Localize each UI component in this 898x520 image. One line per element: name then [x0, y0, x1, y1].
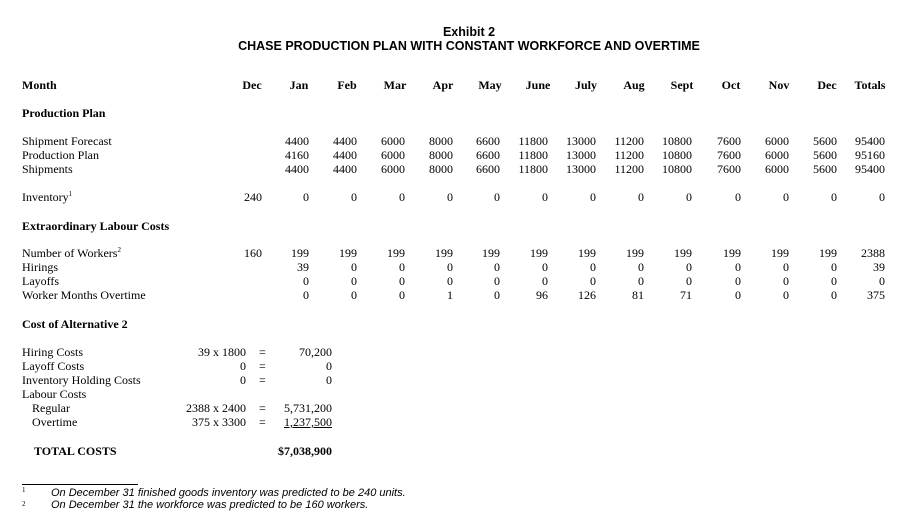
- row-hirings-cell: 0: [447, 260, 453, 274]
- row-production-plan-cell: 11800: [518, 148, 548, 162]
- row-shipments-cell: 8000: [429, 162, 453, 176]
- row-inventory-cell: 0: [590, 190, 596, 204]
- row-label-workers: Number of Workers$^2$: [22, 246, 121, 260]
- row-inventory-cell: 0: [399, 190, 405, 204]
- row-shipments-cell: 11200: [614, 162, 644, 176]
- month-header-row-cell: Nov: [768, 78, 790, 92]
- row-layoffs-cell: 0: [638, 274, 644, 288]
- cost-amount-overtime: 1,237,500: [284, 415, 332, 429]
- month-header-row-cell: Dec: [817, 78, 837, 92]
- row-shipments-cell: 95400: [855, 162, 885, 176]
- row-layoffs-cell: 0: [735, 274, 741, 288]
- row-label-shipments: Shipments: [22, 162, 73, 176]
- row-inventory-cell: 0: [447, 190, 453, 204]
- row-hirings-cell: 39: [873, 260, 885, 274]
- row-production-plan-cell: 7600: [717, 148, 741, 162]
- row-hirings-cell: 0: [686, 260, 692, 274]
- row-workers-cell: 199: [435, 246, 453, 260]
- month-header-row-cell: May: [478, 78, 502, 92]
- row-shipments-cell: 10800: [662, 162, 692, 176]
- row-inventory-cell: 0: [494, 190, 500, 204]
- cost-label-labour: Labour Costs: [22, 387, 87, 401]
- row-workers-cell: 199: [723, 246, 741, 260]
- cost-formula-overtime: 375 x 3300: [192, 415, 246, 429]
- total-costs-amount: $7,038,900: [278, 444, 332, 458]
- section-cost-alternative: Cost of Alternative 2: [22, 317, 128, 331]
- row-inventory-cell: 0: [638, 190, 644, 204]
- row-hirings-cell: 39: [297, 260, 309, 274]
- cost-amount-hiring: 70,200: [299, 345, 332, 359]
- row-shipment-forecast-cell: 6600: [476, 134, 500, 148]
- row-shipments-cell: 6000: [765, 162, 789, 176]
- cost-eq-hiring: =: [259, 345, 266, 359]
- cost-label-overtime: Overtime: [32, 415, 78, 429]
- row-shipment-forecast-cell: 10800: [662, 134, 692, 148]
- row-workers-cell: 199: [674, 246, 692, 260]
- row-production-plan-cell: 13000: [566, 148, 596, 162]
- row-inventory-cell: 0: [542, 190, 548, 204]
- row-shipments-cell: 11800: [518, 162, 548, 176]
- row-hirings-cell: 0: [351, 260, 357, 274]
- cost-formula-inventory: 0: [240, 373, 246, 387]
- row-inventory-cell: 0: [831, 190, 837, 204]
- row-layoffs-cell: 0: [686, 274, 692, 288]
- row-workers-cell: 199: [387, 246, 405, 260]
- row-workers-cell: 199: [626, 246, 644, 260]
- row-inventory-cell: 240: [244, 190, 262, 204]
- row-inventory-cell: 0: [783, 190, 789, 204]
- row-hirings-cell: 0: [735, 260, 741, 274]
- cost-label-regular: Regular: [32, 401, 70, 415]
- footnote-ref-1: 1: [68, 190, 73, 198]
- row-production-plan-cell: 5600: [813, 148, 837, 162]
- row-hirings-cell: 0: [399, 260, 405, 274]
- row-hirings-cell: 0: [494, 260, 500, 274]
- row-production-plan-cell: 6600: [476, 148, 500, 162]
- row-layoffs-cell: 0: [879, 274, 885, 288]
- row-overtime-cell: 0: [494, 288, 500, 302]
- row-production-plan-cell: 6000: [765, 148, 789, 162]
- row-label-overtime: Worker Months Overtime: [22, 288, 146, 302]
- cost-label-inventory: Inventory Holding Costs: [22, 373, 141, 387]
- row-overtime-cell: 1: [447, 288, 453, 302]
- row-workers-cell: 199: [578, 246, 596, 260]
- row-label-shipment-forecast: Shipment Forecast: [22, 134, 112, 148]
- row-shipment-forecast-cell: 8000: [429, 134, 453, 148]
- row-inventory-cell: 0: [735, 190, 741, 204]
- cost-eq-overtime: =: [259, 415, 266, 429]
- row-layoffs-cell: 0: [399, 274, 405, 288]
- row-shipment-forecast-cell: 11800: [518, 134, 548, 148]
- row-label-hirings: Hirings: [22, 260, 58, 274]
- month-header-row-cell: June: [525, 78, 551, 92]
- row-workers-cell: 160: [244, 246, 262, 260]
- cost-eq-layoff: =: [259, 359, 266, 373]
- row-shipments-cell: 13000: [566, 162, 596, 176]
- row-shipments-cell: 4400: [285, 162, 309, 176]
- row-hirings-cell: 0: [783, 260, 789, 274]
- month-header-row-cell: Feb: [337, 78, 357, 92]
- month-header-row-cell: Jan: [289, 78, 309, 92]
- page-title: CHASE PRODUCTION PLAN WITH CONSTANT WORKFORCE AND OVERTIME: [238, 39, 700, 53]
- section-extraordinary-labour: Extraordinary Labour Costs: [22, 219, 170, 233]
- row-hirings-cell: 0: [638, 260, 644, 274]
- month-header-label: Month: [22, 78, 57, 92]
- row-layoffs-cell: 0: [590, 274, 596, 288]
- row-layoffs-cell: 0: [783, 274, 789, 288]
- cost-formula-layoff: 0: [240, 359, 246, 373]
- row-shipment-forecast-cell: 11200: [614, 134, 644, 148]
- cost-formula-hiring: 39 x 1800: [198, 345, 246, 359]
- row-label-production-plan: Production Plan: [22, 148, 99, 162]
- row-layoffs-cell: 0: [303, 274, 309, 288]
- row-overtime-cell: 0: [399, 288, 405, 302]
- footnote-ref-2: 2: [117, 246, 121, 254]
- row-workers-cell: 199: [482, 246, 500, 260]
- month-header-row-cell: Oct: [721, 78, 741, 92]
- cost-label-layoff: Layoff Costs: [22, 359, 85, 373]
- row-overtime-cell: 96: [536, 288, 548, 302]
- row-workers-cell: 199: [339, 246, 357, 260]
- row-shipment-forecast-cell: 7600: [717, 134, 741, 148]
- row-shipment-forecast-cell: 4400: [285, 134, 309, 148]
- row-shipment-forecast-cell: 5600: [813, 134, 837, 148]
- row-shipment-forecast-cell: 13000: [566, 134, 596, 148]
- cost-eq-inventory: =: [259, 373, 266, 387]
- footnote-divider: [22, 484, 138, 485]
- row-overtime-cell: 0: [351, 288, 357, 302]
- row-shipments-cell: 5600: [813, 162, 837, 176]
- row-production-plan-cell: 4400: [333, 148, 357, 162]
- footnote-2: On December 31 the workforce was predicted to be 160 workers.: [51, 499, 369, 511]
- row-layoffs-cell: 0: [447, 274, 453, 288]
- row-production-plan-cell: 6000: [381, 148, 405, 162]
- row-inventory-cell: 0: [351, 190, 357, 204]
- month-header-row-cell: July: [574, 78, 597, 92]
- cost-amount-regular: 5,731,200: [284, 401, 332, 415]
- row-workers-cell: 199: [771, 246, 789, 260]
- cost-eq-regular: =: [259, 401, 266, 415]
- row-workers-cell: 199: [530, 246, 548, 260]
- row-shipment-forecast-cell: 6000: [765, 134, 789, 148]
- row-shipment-forecast-cell: 95400: [855, 134, 885, 148]
- month-header-row-cell: Apr: [432, 78, 454, 92]
- row-inventory-cell: 0: [686, 190, 692, 204]
- month-header-row-cell: Dec: [242, 78, 262, 92]
- row-overtime-cell: 0: [303, 288, 309, 302]
- row-shipments-cell: 6000: [381, 162, 405, 176]
- row-layoffs-cell: 0: [494, 274, 500, 288]
- row-production-plan-cell: 95160: [855, 148, 885, 162]
- footnote-number-2: 2: [22, 500, 26, 508]
- row-shipments-cell: 6600: [476, 162, 500, 176]
- row-hirings-cell: 0: [831, 260, 837, 274]
- row-workers-cell: 199: [291, 246, 309, 260]
- month-header-row-cell: Aug: [623, 78, 645, 92]
- cost-label-hiring: Hiring Costs: [22, 345, 84, 359]
- row-overtime-cell: 126: [578, 288, 596, 302]
- row-inventory-cell: 0: [879, 190, 885, 204]
- row-overtime-cell: 0: [735, 288, 741, 302]
- row-label-inventory: Inventory$^1$: [22, 190, 73, 204]
- row-production-plan-cell: 11200: [614, 148, 644, 162]
- row-hirings-cell: 0: [590, 260, 596, 274]
- month-header-row-cell: Sept: [670, 78, 694, 92]
- row-overtime-cell: 0: [831, 288, 837, 302]
- row-shipment-forecast-cell: 6000: [381, 134, 405, 148]
- cost-amount-layoff: 0: [326, 359, 332, 373]
- row-shipment-forecast-cell: 4400: [333, 134, 357, 148]
- row-overtime-cell: 71: [680, 288, 692, 302]
- row-shipments-cell: 4400: [333, 162, 357, 176]
- row-layoffs-cell: 0: [351, 274, 357, 288]
- total-costs-label: TOTAL COSTS: [34, 444, 117, 458]
- row-production-plan-cell: 10800: [662, 148, 692, 162]
- footnote-1: On December 31 finished goods inventory was predicted to be 240 units.: [51, 487, 406, 499]
- row-shipments-cell: 7600: [717, 162, 741, 176]
- exhibit-label: Exhibit 2: [442, 25, 496, 39]
- row-layoffs-cell: 0: [831, 274, 837, 288]
- row-hirings-cell: 0: [542, 260, 548, 274]
- month-header-row-cell: Totals: [854, 78, 886, 92]
- row-inventory-cell: 0: [303, 190, 309, 204]
- row-workers-cell: 199: [819, 246, 837, 260]
- month-header-row-cell: Mar: [383, 78, 407, 92]
- row-overtime-cell: 375: [867, 288, 885, 302]
- row-workers-cell: 2388: [861, 246, 885, 260]
- cost-formula-regular: 2388 x 2400: [186, 401, 246, 415]
- row-overtime-cell: 81: [632, 288, 644, 302]
- section-production-plan: Production Plan: [22, 106, 106, 120]
- cost-amount-inventory: 0: [326, 373, 332, 387]
- footnote-number-1: 1: [22, 486, 26, 494]
- row-production-plan-cell: 4160: [285, 148, 309, 162]
- row-layoffs-cell: 0: [542, 274, 548, 288]
- row-production-plan-cell: 8000: [429, 148, 453, 162]
- row-overtime-cell: 0: [783, 288, 789, 302]
- row-label-layoffs: Layoffs: [22, 274, 60, 288]
